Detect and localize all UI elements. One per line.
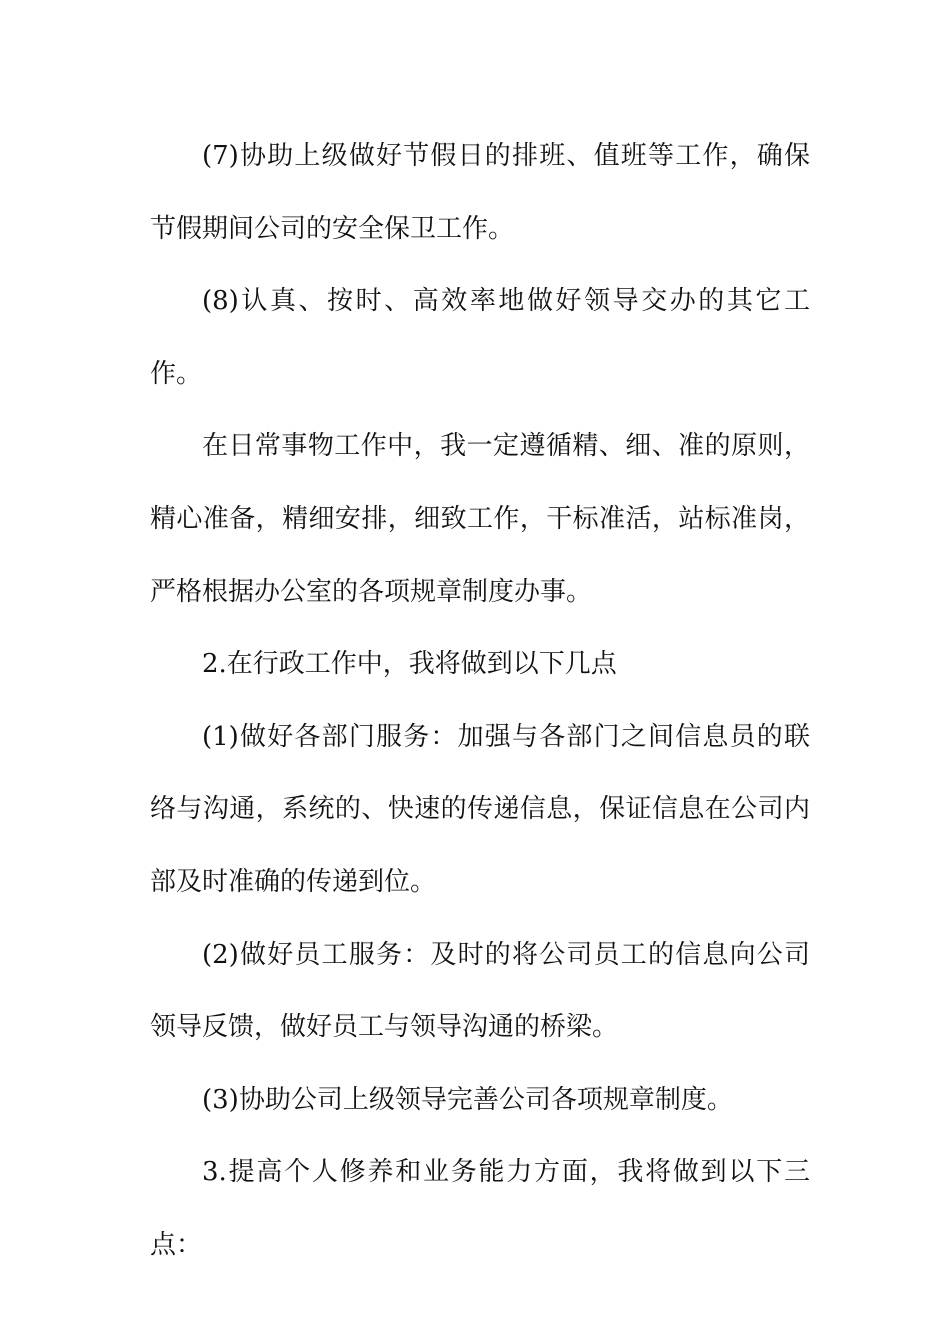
paragraph-item-1: (1)做好各部门服务：加强与各部门之间信息员的联络与沟通，系统的、快速的传递信息，保证信息在公司内部及时准确的传递到位。 [150,721,810,897]
paragraph-item-2: (2)做好员工服务：及时的将公司员工的信息向公司领导反馈，做好员工与领导沟通的桥梁。 [150,939,810,1043]
paragraph-item-3: (3)协助公司上级领导完善公司各项规章制度。 [202,1084,733,1115]
paragraph-item-8: (8)认真、按时、高效率地做好领导交办的其它工作。 [150,286,810,389]
section-heading-3: 3.提高个人修养和业务能力方面，我将做到以下三点： [150,1157,810,1260]
paragraph-daily-work: 在日常事物工作中，我一定遵循精、细、准的原则，精心准备，精细安排，细致工作，干标准活，站标准岗，严格根据办公室的各项规章制度办事。 [150,431,810,607]
paragraph-item-7: (7)协助上级做好节假日的排班、值班等工作，确保节假期间公司的安全保卫工作。 [150,141,810,244]
section-heading-2: 2.在行政工作中，我将做到以下几点 [202,649,617,680]
document-page [150,120,810,1282]
